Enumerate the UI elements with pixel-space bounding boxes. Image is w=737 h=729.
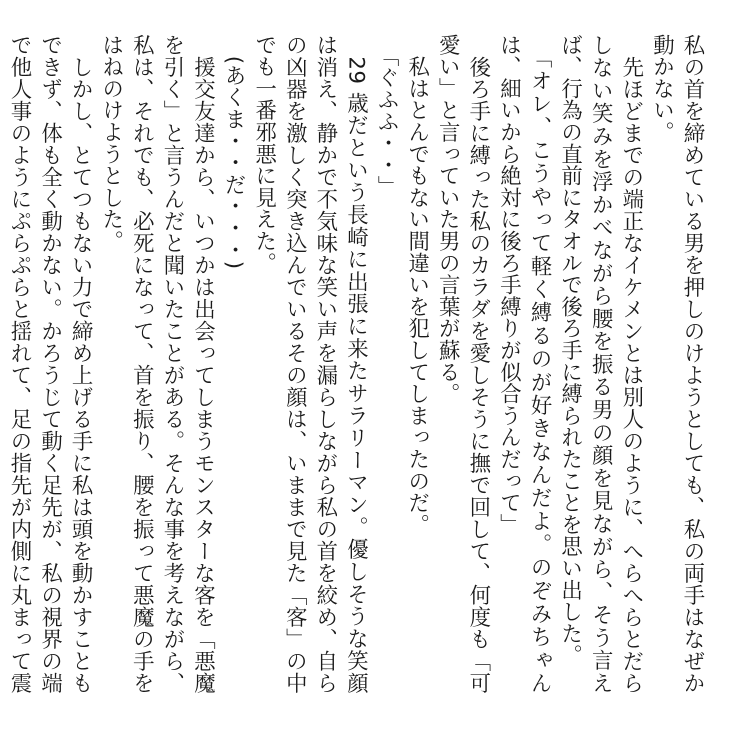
paragraph: (あくま・・だ・・・) (221, 34, 247, 270)
paragraph: 援交友達から、いつかは出会ってしまうモンスターな客を「悪魔を引く」と言うんだと聞いたことがある。そんな事を考えながら、私は、それでも、必死になって、首を振り、腰を振って悪魔の手をはねのけようとした。 (98, 34, 216, 694)
paragraph: 私はとんでもない間違いを犯してしまったのだ。 (404, 34, 430, 536)
paragraph: 29 歳だという長崎に出張に来たサラリーマン。優しそうな笑顔は消え、静かで不気味な笑い声を漏らしながら私の首を絞め、自らの凶器を激しく突き込んでいるその顔は、いままで見た「客」の中でも一番邪悪に見えた。 (251, 34, 369, 694)
paragraph: 私の首を締めている男を押しのけようとしても、私の両手はなぜか動かない。 (649, 34, 705, 694)
paragraph: しかし、とてつもない力で締め上げる手に私は頭を動かすこともできず、体も全く動かない。かろうじて動く足先が、私の視界の端で他人事のようにぷらぷらと揺れて、足の指先が内側に丸まって震 (6, 34, 94, 694)
paragraph: 後ろ手に縛った私のカラダを愛しそうに撫で回して、何度も「可愛い」と言っていた男の言葉が蘇る。 (435, 34, 491, 694)
paragraph: 先ほどまでの端正なイケメンとは別人のように、へらへらとだらしない笑みを浮かべながら腰を振る男の顔を見ながら、そう言えば、行為の直前にタオルで後ろ手に縛られたことを思い出した。 (557, 34, 644, 694)
vertical-text-body (0, 34, 707, 694)
paragraph: 「オレ、こうやって軽く縛るのが好きなんだよ。のぞみちゃんは、細いから絶対に後ろ手縛りが似合うんだって」 (496, 34, 553, 694)
paragraph: 「ぐふふ・・」 (374, 34, 400, 198)
